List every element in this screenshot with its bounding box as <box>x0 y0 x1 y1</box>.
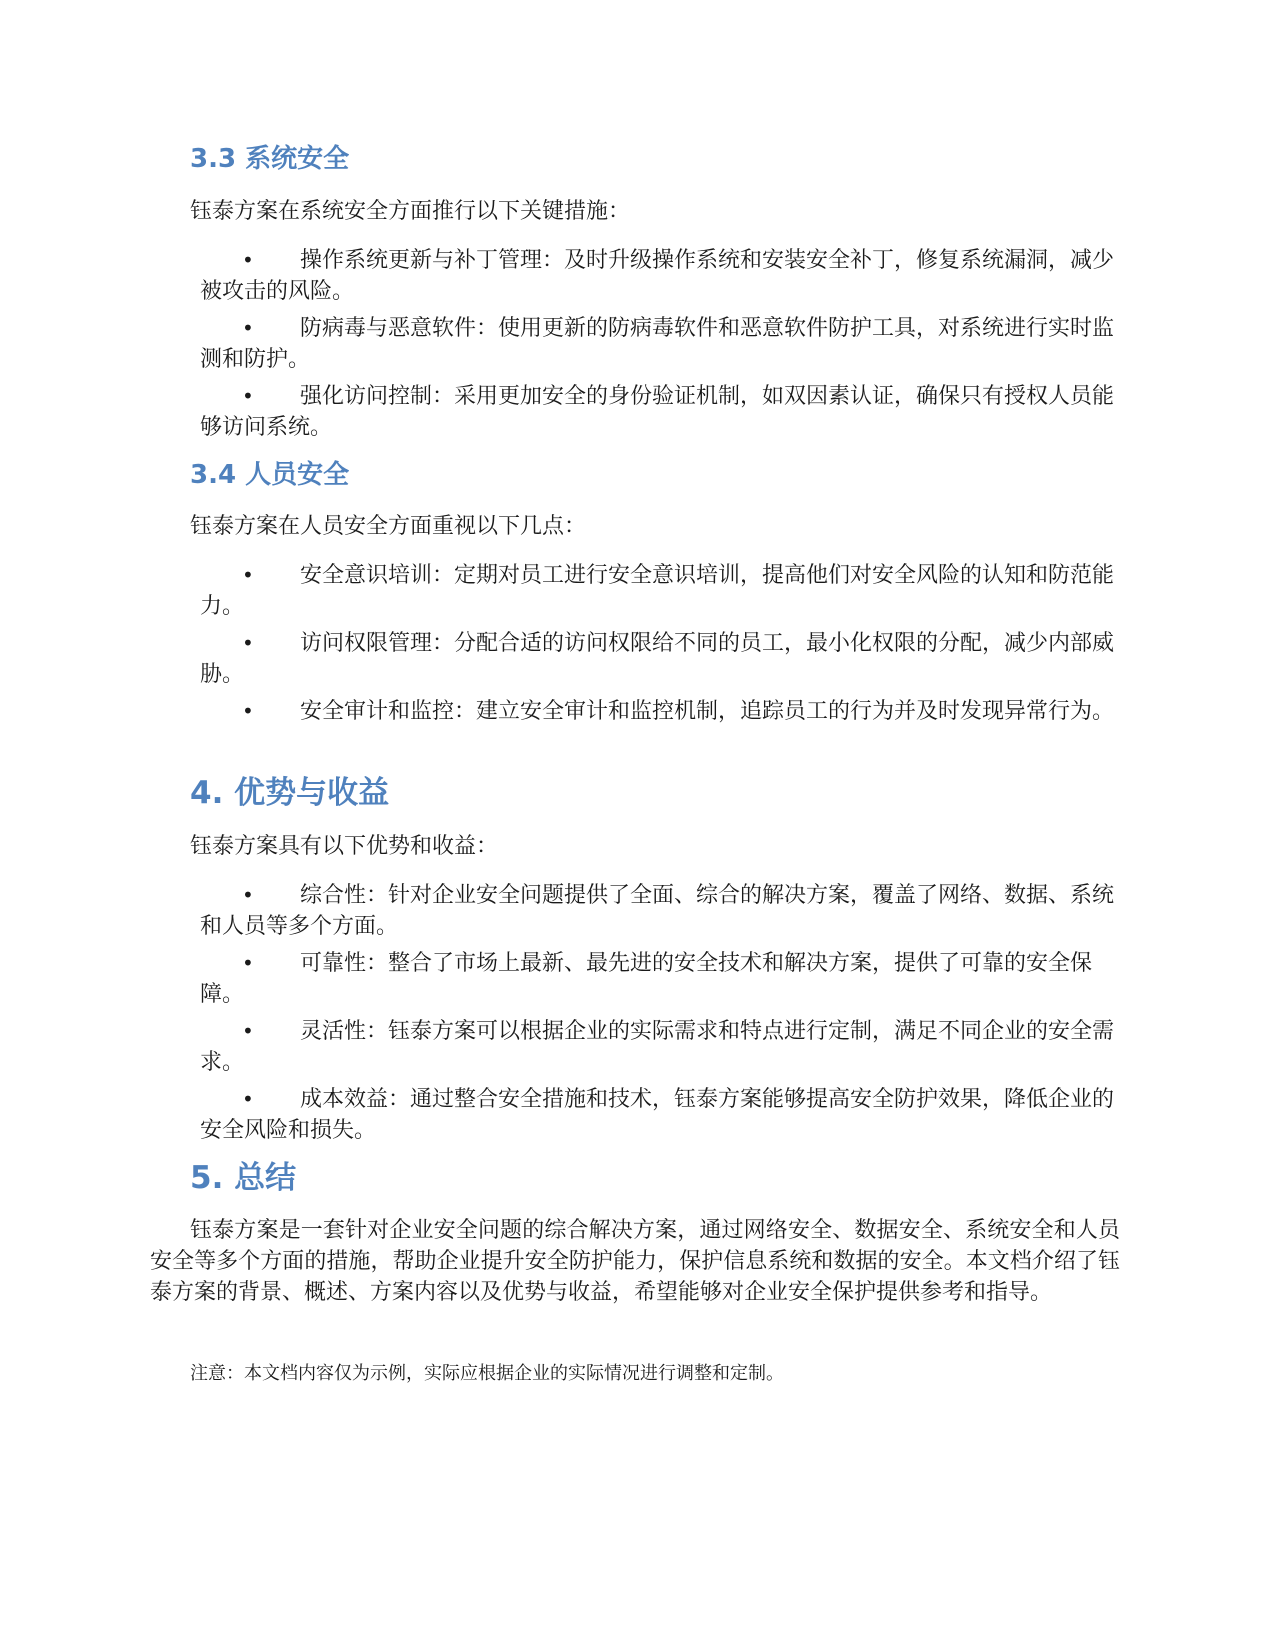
bullet-icon: • <box>242 384 254 408</box>
bullet-icon: • <box>242 316 254 340</box>
bullet-icon: • <box>242 248 254 272</box>
list-item-text: 操作系统更新与补丁管理：及时升级操作系统和安装安全补丁，修复系统漏洞，减少被攻击的风险。 <box>200 248 1115 304</box>
list-item <box>200 313 1120 375</box>
list-item-text: 成本效益：通过整合安全措施和技术，钰泰方案能够提高安全防护效果，降低企业的安全风险和损失。 <box>200 1087 1115 1143</box>
section-heading-3-4: 3.4 人员安全 <box>190 460 350 490</box>
list-item-text: 综合性：针对企业安全问题提供了全面、综合的解决方案，覆盖了网络、数据、系统和人员等多个方面。 <box>200 883 1115 939</box>
list-item <box>200 948 1120 1010</box>
bullet-icon: • <box>242 951 254 975</box>
list-item <box>200 880 1120 942</box>
list-item-text: 安全审计和监控：建立安全审计和监控机制，追踪员工的行为并及时发现异常行为。 <box>300 699 1115 724</box>
bullet-icon: • <box>242 563 254 587</box>
list-item-text: 强化访问控制：采用更加安全的身份验证机制，如双因素认证，确保只有授权人员能够访问系统。 <box>200 384 1115 440</box>
section-heading-4: 4. 优势与收益 <box>190 775 390 811</box>
bullet-icon: • <box>242 1019 254 1043</box>
list-item <box>200 245 1120 307</box>
list-item-text: 灵活性：钰泰方案可以根据企业的实际需求和特点进行定制，满足不同企业的安全需求。 <box>200 1019 1115 1075</box>
list-item <box>200 696 1120 727</box>
list-item <box>200 381 1120 443</box>
bullet-icon: • <box>242 699 254 723</box>
section-heading-5: 5. 总结 <box>190 1160 297 1196</box>
list-item-text: 访问权限管理：分配合适的访问权限给不同的员工，最小化权限的分配，减少内部威胁。 <box>200 631 1115 687</box>
list-item <box>200 1084 1120 1146</box>
bullet-icon: • <box>242 883 254 907</box>
bullet-icon: • <box>242 631 254 655</box>
bullet-icon: • <box>242 1087 254 1111</box>
list-item-text: 防病毒与恶意软件：使用更新的防病毒软件和恶意软件防护工具，对系统进行实时监测和防护。 <box>200 316 1115 372</box>
note-text: 注意：本文档内容仅为示例，实际应根据企业的实际情况进行调整和定制。 <box>190 1363 784 1384</box>
bullet-list-3-4 <box>200 560 1120 733</box>
bullet-list-4 <box>200 880 1120 1152</box>
section-intro-3-3: 钰泰方案在系统安全方面推行以下关键措施： <box>190 199 631 224</box>
list-item-text: 可靠性：整合了市场上最新、最先进的安全技术和解决方案，提供了可靠的安全保障。 <box>200 951 1093 1007</box>
section-heading-3-3: 3.3 系统安全 <box>190 144 350 174</box>
section-intro-3-4: 钰泰方案在人员安全方面重视以下几点： <box>190 514 587 539</box>
list-item-text: 安全意识培训：定期对员工进行安全意识培训，提高他们对安全风险的认知和防范能力。 <box>200 563 1115 619</box>
list-item <box>200 560 1120 622</box>
section-intro-4: 钰泰方案具有以下优势和收益： <box>190 834 499 859</box>
summary-paragraph: 钰泰方案是一套针对企业安全问题的综合解决方案，通过网络安全、数据安全、系统安全和人员安全等多个方面的措施，帮助企业提升安全防护能力，保护信息系统和数据的安全。本文档介绍了钰泰方案的背景、概述、方案内容以及优势与收益，希望能够对企业安全保护提供参考和指导。 <box>150 1218 1120 1305</box>
bullet-list-3-3 <box>200 245 1120 449</box>
list-item <box>200 628 1120 690</box>
list-item <box>200 1016 1120 1078</box>
